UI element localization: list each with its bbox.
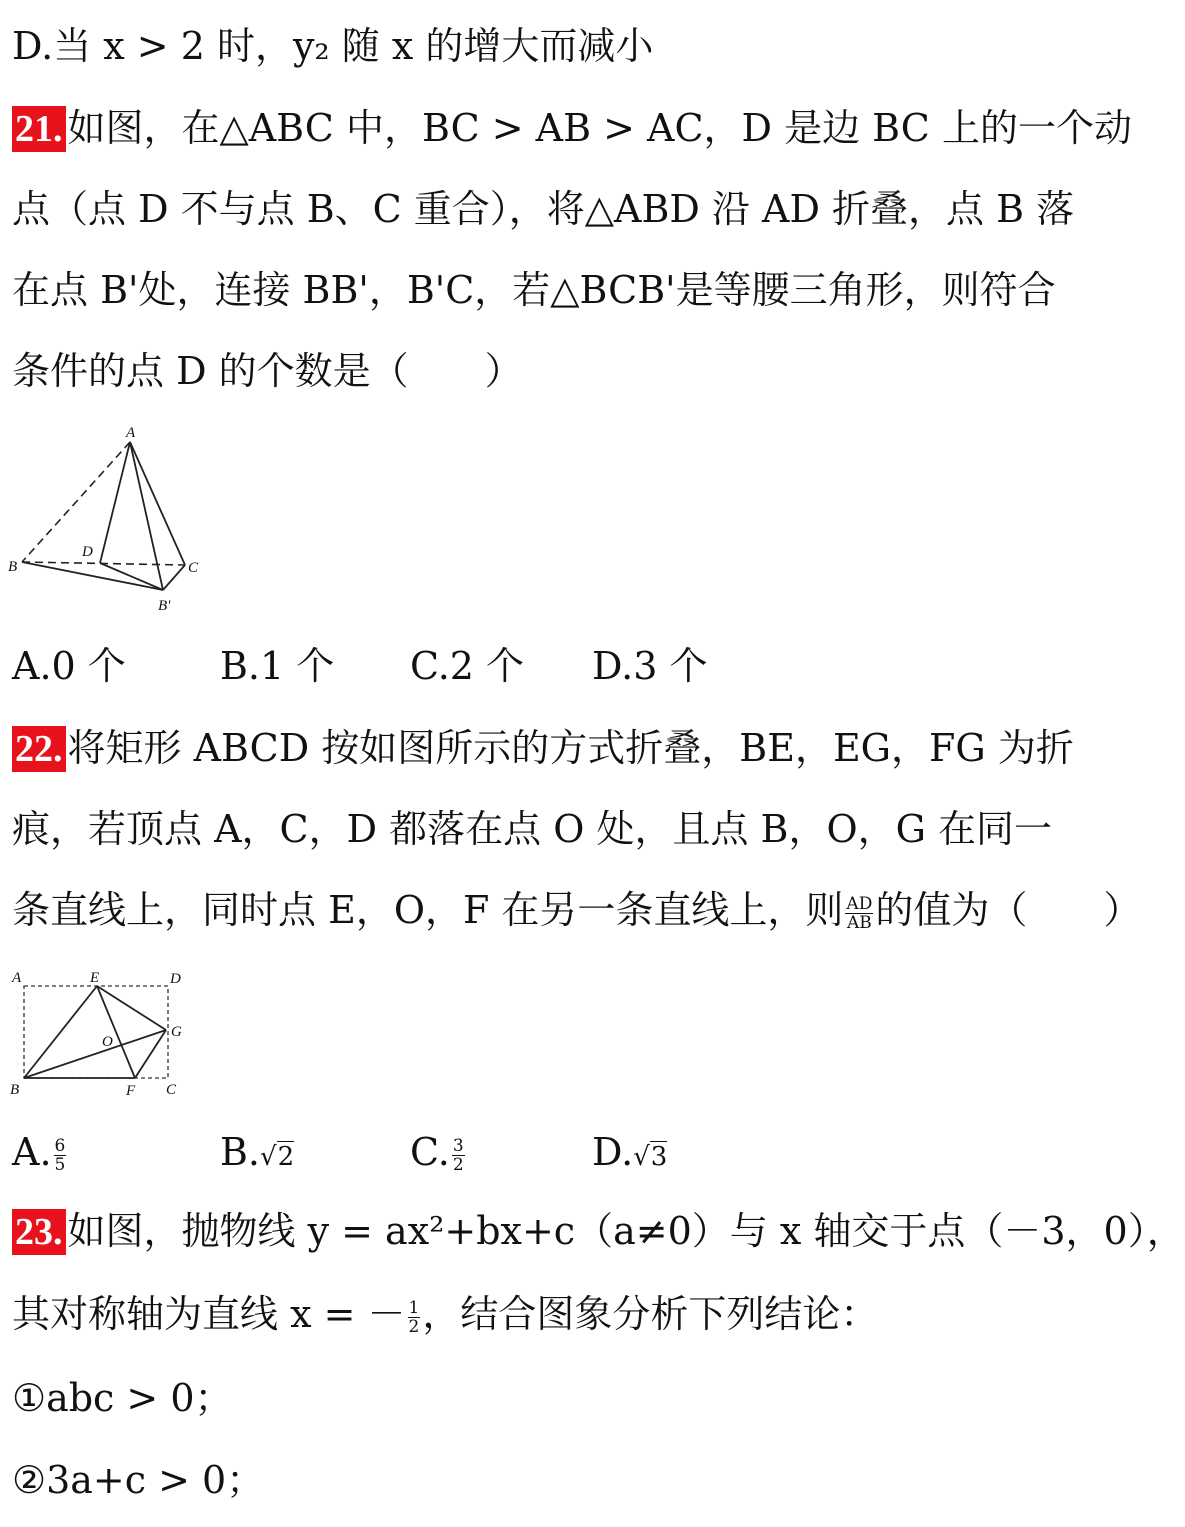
q23-text-2b: ，结合图象分析下列结论： bbox=[422, 1292, 879, 1336]
q23-line-2 bbox=[12, 1290, 878, 1338]
q21-line-3: 在点 B'处，连接 BB'，B'C，若△BCB'是等腰三角形，则符合 bbox=[12, 268, 1056, 312]
q22-line-2: 痕，若顶点 A，C，D 都落在点 O 处，且点 B，O，G 在同一 bbox=[12, 807, 1053, 851]
q21-number-badge: 21. bbox=[12, 106, 66, 152]
q23-text-1: 如图，抛物线 y = ax²+bx+c（a≠0）与 x 轴交于点（－3，0）， bbox=[67, 1209, 1185, 1253]
q21-triangle-figure bbox=[0, 420, 230, 620]
q22-number-badge: 22. bbox=[12, 726, 66, 772]
q21-option-d: D.3 个 bbox=[592, 644, 708, 688]
q22-label-c: C bbox=[166, 1082, 177, 1098]
q22-option-b-prefix: B. bbox=[220, 1130, 261, 1174]
q21-option-a: A.0 个 bbox=[12, 644, 126, 688]
q22-text-1: 将矩形 ABCD 按如图所示的方式折叠，BE，EG，FG 为折 bbox=[67, 726, 1074, 770]
q23-text-2a: 其对称轴为直线 x = － bbox=[12, 1292, 406, 1336]
q21-line-1 bbox=[12, 104, 1132, 152]
q23-conclusion-2: ②3a+c > 0； bbox=[12, 1458, 265, 1502]
q22-rectangle-figure bbox=[0, 962, 200, 1102]
q22-frac-num: AD bbox=[846, 894, 873, 914]
q22-label-d: D bbox=[170, 971, 181, 987]
q21-option-b: B.1 个 bbox=[220, 644, 335, 688]
q23-line-1 bbox=[12, 1207, 1185, 1255]
q22-option-d bbox=[592, 1128, 667, 1181]
q22-option-b-radicand: 2 bbox=[277, 1142, 295, 1172]
q22-label-g: G bbox=[171, 1024, 182, 1040]
q22-label-a: A bbox=[12, 970, 22, 986]
q22-fraction-ad-ab bbox=[845, 895, 873, 932]
q22-text-3b: 的值为（ ） bbox=[875, 888, 1142, 932]
q22-label-b: B bbox=[10, 1082, 20, 1098]
q22-option-a-prefix: A. bbox=[12, 1130, 52, 1174]
q22-option-c-num: 3 bbox=[452, 1136, 464, 1156]
q21-label-b-prime: B' bbox=[158, 598, 171, 614]
q22-option-a-den: 5 bbox=[54, 1155, 66, 1175]
q21-line-2: 点（点 D 不与点 B、C 重合），将△ABD 沿 AD 折叠，点 B 落 bbox=[12, 187, 1075, 231]
q22-label-e: E bbox=[90, 970, 100, 986]
q22-option-c-fraction bbox=[452, 1137, 465, 1174]
q21-option-c: C.2 个 bbox=[410, 644, 525, 688]
q21-text-1: 如图，在△ABC 中，BC > AB > AC，D 是边 BC 上的一个动 bbox=[67, 106, 1132, 150]
sqrt-symbol-icon: √ bbox=[260, 1142, 277, 1172]
q22-text-3a: 条直线上，同时点 E，O，F 在另一条直线上，则 bbox=[12, 888, 844, 932]
q22-label-o: O bbox=[102, 1034, 113, 1050]
prev-option-d: D.当 x > 2 时，y₂ 随 x 的增大而减小 bbox=[12, 24, 654, 68]
q23-number-badge: 23. bbox=[12, 1209, 66, 1255]
q22-option-d-root bbox=[633, 1141, 667, 1172]
q22-option-a-num: 6 bbox=[54, 1136, 66, 1156]
q21-label-d: D bbox=[82, 544, 93, 560]
q22-option-a bbox=[12, 1128, 68, 1176]
q22-line-1 bbox=[12, 724, 1074, 772]
q23-frac-den: 2 bbox=[408, 1317, 420, 1337]
q22-option-c-prefix: C. bbox=[410, 1130, 450, 1174]
q22-option-c bbox=[410, 1128, 467, 1176]
q22-option-b bbox=[220, 1128, 294, 1181]
q22-option-d-prefix: D. bbox=[592, 1130, 634, 1174]
q23-fraction-half bbox=[408, 1299, 421, 1336]
q21-label-a: A bbox=[126, 425, 136, 441]
q21-label-b: B bbox=[8, 559, 18, 575]
q22-option-c-den: 2 bbox=[452, 1155, 464, 1175]
q21-label-c: C bbox=[188, 560, 199, 576]
q22-option-b-root bbox=[260, 1141, 294, 1172]
q22-frac-den: AB bbox=[846, 913, 872, 933]
q22-option-a-fraction bbox=[54, 1137, 67, 1174]
q22-line-3 bbox=[12, 886, 1141, 934]
q21-line-4: 条件的点 D 的个数是（ ） bbox=[12, 349, 523, 393]
q23-frac-num: 1 bbox=[408, 1298, 420, 1318]
q22-option-d-radicand: 3 bbox=[650, 1142, 668, 1172]
q22-label-f: F bbox=[126, 1083, 136, 1099]
q23-conclusion-1: ①abc > 0； bbox=[12, 1376, 233, 1420]
sqrt-symbol-icon: √ bbox=[633, 1142, 650, 1172]
